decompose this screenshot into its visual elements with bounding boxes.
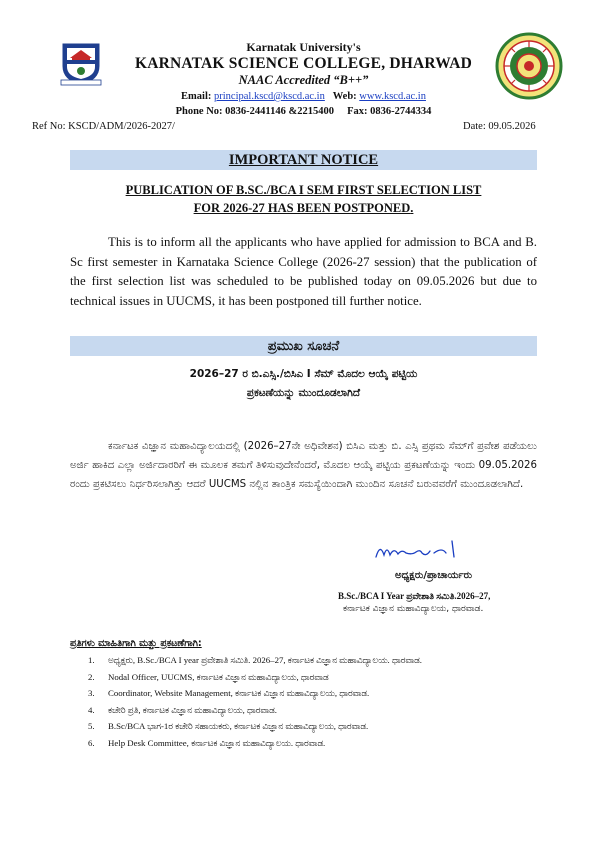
email-link[interactable]: principal.kscd@kscd.ac.in — [214, 91, 325, 102]
list-item: 1. ಅಧ್ಯಕ್ಷರು, B.Sc./BCA I year ಪ್ರವೇಶಾತಿ ಸಮಿತಿ. 2026–27, ಕರ್ನಾಟಕ ವಿಜ್ಞಾನ ಮಹಾವಿದ್ಯಾಲಯ. ಧಾರವಾಡ. — [88, 655, 422, 665]
contact-line — [0, 91, 607, 102]
list-item: 4. ಕಚೇರಿ ಪ್ರತಿ, ಕರ್ನಾಟಕ ವಿಜ್ಞಾನ ಮಹಾವಿದ್ಯಾಲಯ, ಧಾರವಾಡ. — [88, 704, 277, 715]
web-label: Web: — [332, 91, 357, 102]
kannada-notice-title: ಪ್ರಮುಖ ಸೂಚನೆ — [267, 338, 340, 354]
subtitle-kn-line-2: ಪ್ರಕಟಣೆಯನ್ನು ಮುಂದೂಡಲಾಗಿದೆ — [246, 387, 361, 399]
university-name: Karnatak University's — [246, 40, 361, 54]
naac-accreditation: NAAC Accredited “B++” — [238, 73, 369, 87]
subtitle-en-line-1: PUBLICATION OF B.SC./BCA I SEM FIRST SELECTION LIST — [125, 183, 482, 197]
copies-heading: ಪ್ರತಿಗಳು ಮಾಹಿತಿಗಾಗಿ ಮತ್ತು ಪ್ರಕಟಣೆಗಾಗಿ: — [70, 638, 202, 649]
phone-number: Phone No: 0836-2441146 &2215400 — [175, 106, 334, 117]
signatory-committee: B.Sc./BCA I Year ಪ್ರವೇಶಾತಿ ಸಮಿತಿ.2026–27, — [338, 591, 491, 601]
notice-date: Date: 09.05.2026 — [463, 121, 536, 132]
subtitle-en-line-2-text: FOR 2026-27 HAS BEEN POSTPONED — [193, 201, 411, 215]
english-notice-body — [70, 233, 537, 311]
list-item: 6. Help Desk Committee, ಕರ್ನಾಟಕ ವಿಜ್ಞಾನ ಮಹಾವಿದ್ಯಾಲಯ. ಧಾರವಾಡ. — [88, 737, 326, 748]
english-notice-text: This is to inform all the applicants who have applied for admission to BCA and B. Sc first semester in Karnataka Science College (2026-27 session) that the publication of the first selection list was scheduled to be published today on 09.05.2026 but due to technical issues in UUCMS, it has been postponed till further notice. — [70, 235, 537, 308]
notice-title-banner — [70, 150, 537, 170]
kannada-notice-text: ಕರ್ನಾಟಕ ವಿಜ್ಞಾನ ಮಹಾವಿದ್ಯಾಲಯದಲ್ಲಿ (2026–27ನೇ ಅಧಿವೇಶನ) ಬಿಸಿಎ ಮತ್ತು ಬಿ. ಎಸ್ಸಿ ಪ್ರಥಮ ಸೆಮ್‌ಗೆ ಪ್ರವೇಶ ಪಡೆಯಲು ಅರ್ಜಿ ಹಾಕಿದ ಎಲ್ಲಾ ಅರ್ಜಿದಾರರಿಗೆ ಈ ಮೂಲಕ ತಮಗೆ ತಿಳಿಸುವುದೇನೆಂದರೆ, ಮೊದಲ ಆಯ್ಕೆ ಪಟ್ಟಿಯ ಪ್ರಕಟಣೆಯನ್ನು ಇಂದು 09.05.2026 ರಂದು ಪ್ರಕಟಿಸಲು ನಿರ್ಧರಿಸಲಾಗಿತ್ತು ಆದರೆ UUCMS ನಲ್ಲಿನ ತಾಂತ್ರಿಕ ಸಮಸ್ಯೆಯಿಂದಾಗಿ ಮುಂದಿನ ಸೂಚನೆ ಬರುವವರೆಗೆ ಮುಂದೂಡಲಾಗಿದೆ. — [70, 441, 537, 490]
signatory-college: ಕರ್ನಾಟಕ ವಿಜ್ಞಾನ ಮಹಾವಿದ್ಯಾಲಯ, ಧಾರವಾಡ. — [343, 604, 484, 614]
kannada-notice-body — [70, 437, 537, 494]
kannada-title-banner — [70, 336, 537, 356]
web-link[interactable]: www.kscd.ac.in — [359, 91, 426, 102]
notice-title: IMPORTANT NOTICE — [228, 151, 379, 168]
signatory-title: ಅಧ್ಯಕ್ಷರು/ಪ್ರಾಚಾರ್ಯರು — [395, 570, 473, 581]
list-item: 3. Coordinator, Website Management, ಕರ್ನಾಟಕ ವಿಜ್ಞಾನ ಮಹಾವಿದ್ಯಾಲಯ, ಧಾರವಾಡ. — [88, 688, 370, 699]
email-label: Email: — [181, 91, 212, 102]
signature-mark-icon — [372, 535, 464, 563]
subtitle-en-line-2: FOR 2026-27 HAS BEEN POSTPONED. — [193, 201, 414, 215]
fax-number: Fax: 0836-2744334 — [347, 106, 432, 117]
phone-line — [0, 106, 607, 117]
list-item: 5. B.Sc/BCA ಭಾಗ-1ರ ಕಚೇರಿ ಸಹಾಯಕರು, ಕರ್ನಾಟಕ ವಿಜ್ಞಾನ ಮಹಾವಿದ್ಯಾಲಯ, ಧಾರವಾಡ. — [88, 721, 369, 732]
subtitle-kn-line-1: 2026–27 ರ ಬಿ.ಎಸ್ಸಿ./ಬಿಸಿಎ I ಸೆಮ್ ಮೊದಲ ಆಯ್ಕೆ ಪಟ್ಟಿಯ — [189, 368, 418, 380]
list-item: 2. Nodal Officer, UUCMS, ಕರ್ನಾಟಕ ವಿಜ್ಞಾನ ಮಹಾವಿದ್ಯಾಲಯ, ಧಾರವಾಡ — [88, 671, 329, 682]
college-name: KARNATAK SCIENCE COLLEGE, DHARWAD — [134, 55, 473, 72]
copies-list — [88, 655, 422, 755]
reference-number: Ref No: KSCD/ADM/2026-2027/ — [32, 121, 175, 132]
